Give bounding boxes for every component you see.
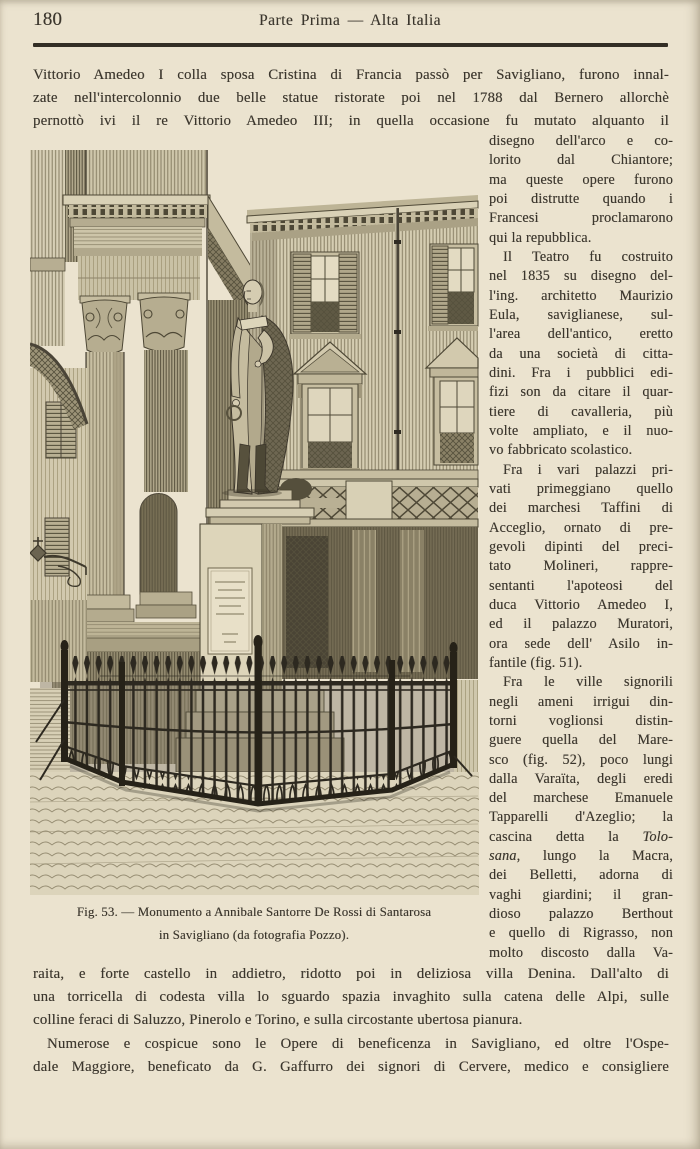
intro-paragraph xyxy=(33,64,669,134)
text-line: in Savigliano (da fotografia Pozzo). xyxy=(158,928,350,942)
text-line: ora sede dell' Asilo in- xyxy=(489,635,673,652)
text-line: fantile (fig. 51). xyxy=(489,654,583,671)
text-line: dale Maggiore, beneficato da G. Gaffurro dei signori di Cervere, medico e consigliere xyxy=(33,1058,669,1075)
arch-opening xyxy=(30,344,87,682)
corinthian-capital xyxy=(80,296,130,355)
text-line: Fra le ville signorili xyxy=(503,674,673,691)
text-line: l'ing. architetto Maurizio xyxy=(489,287,673,304)
page-number: 180 xyxy=(33,9,63,30)
text-line: tato Molineri, rappre- xyxy=(489,558,673,575)
running-title: Parte Prima — Alta Italia xyxy=(258,12,442,29)
text-line: dioso palazzo Berthout xyxy=(489,906,673,923)
text-line: Acceglio, ornato di pre- xyxy=(489,519,673,536)
text-line: cascina detta la Tolo- xyxy=(489,828,673,845)
text-line: Vittorio Amedeo I colla sposa Cristina di Francia passò per Savigliano, furono innal- xyxy=(33,67,669,83)
text-line: dei Belletti, adorna di xyxy=(489,867,673,884)
text-line: nel 1835 su disegno del- xyxy=(489,268,673,285)
text-line: da una società di citta- xyxy=(489,345,673,362)
portico-cornice xyxy=(63,195,210,256)
right-column-text xyxy=(489,132,673,963)
corinthian-capital xyxy=(138,293,190,352)
text-line: sana, lungo la Macra, xyxy=(489,848,673,865)
text-line: torni voglionsi distin- xyxy=(489,712,673,729)
text-line: molto discosto dalla Va- xyxy=(489,944,673,961)
figure-engraving xyxy=(30,147,479,895)
text-line: poi distrutte quando i xyxy=(489,190,673,207)
text-line: duca Vittorio Amedeo I, xyxy=(489,596,673,613)
text-line: tiere di cavalleria, più xyxy=(489,403,673,420)
figure-caption xyxy=(28,901,480,947)
text-line: dini. Fra i pubblici edi- xyxy=(489,364,673,381)
text-line: Tapparelli d'Azeglio; la xyxy=(489,809,673,826)
text-line: e quello di Rigrasso, non xyxy=(489,925,673,942)
text-line: sco (fig. 52), poco lungi xyxy=(489,751,673,768)
bottom-paragraph xyxy=(33,963,669,1079)
text-line: negli ameni irrigui din- xyxy=(489,693,673,710)
inscription-plaque xyxy=(208,568,252,654)
shuttered-window xyxy=(428,244,478,331)
text-line: fizi son da citare il quar- xyxy=(489,384,673,401)
text-line: dei marchesi Taffini di xyxy=(489,500,673,517)
monument-engraving xyxy=(30,147,479,895)
text-line: guere quella del Mare- xyxy=(489,732,673,749)
text-line: vati primeggiano quello xyxy=(489,480,673,497)
text-line: Il Teatro fu costruito xyxy=(503,248,673,265)
text-line: ma queste opere furono xyxy=(489,171,673,188)
text-line: vo fabbricato scolastico. xyxy=(489,442,633,459)
text-line: volte ampliato, e il nuo- xyxy=(489,422,673,439)
text-line: qui la repubblica. xyxy=(489,229,592,246)
text-line: Francesi proclamarono xyxy=(489,210,673,227)
text-line: raita, e forte castello in addietro, ridotto poi in deliziosa villa Denina. Dall'alto di xyxy=(33,966,669,982)
text-line: Eula, saviglianese, sul- xyxy=(489,306,673,323)
text-line: sentanti l'apoteosi del xyxy=(489,577,673,594)
header-rule xyxy=(33,43,668,47)
text-line: ed il palazzo Muratori, xyxy=(489,616,673,633)
text-line: una torricella di codesta villa lo sguardo spazia invaghito sulla catena delle Alpi, sulle xyxy=(33,989,669,1006)
text-line: lorito dal Chiantore; xyxy=(489,152,673,169)
shuttered-window xyxy=(289,252,361,339)
text-line: colline feraci di Saluzzo, Pinerolo e Torino, e sulla circostante ubertosa pianura. xyxy=(33,1012,523,1029)
text-line: zate nell'intercolonnio due belle statue ristorate poi nel 1788 dal Bernero allorchè xyxy=(33,90,669,107)
text-line: pernottò ivi il re Vittorio Amedeo III; in quella occasione fu mutato alquanto il xyxy=(33,113,669,130)
text-line: dalla Varaïta, degli eredi xyxy=(489,770,673,787)
text-line: Fig. 53. — Monumento a Annibale Santorre De Rossi di Santarosa xyxy=(76,905,432,919)
text-line: disegno dell'arco e co- xyxy=(489,133,673,149)
text-line: gevoli dipinti del preci- xyxy=(489,538,673,555)
text-line: Fra i vari palazzi pri- xyxy=(503,461,673,478)
text-line: vaghi giardini; il gran- xyxy=(489,886,673,903)
text-line: del marchese Emanuele xyxy=(489,790,673,807)
text-line: Numerose e cospicue sono le Opere di beneficenza in Savigliano, ed oltre l'Ospe- xyxy=(47,1035,669,1052)
text-line: l'area dell'antico, eretto xyxy=(489,326,673,343)
